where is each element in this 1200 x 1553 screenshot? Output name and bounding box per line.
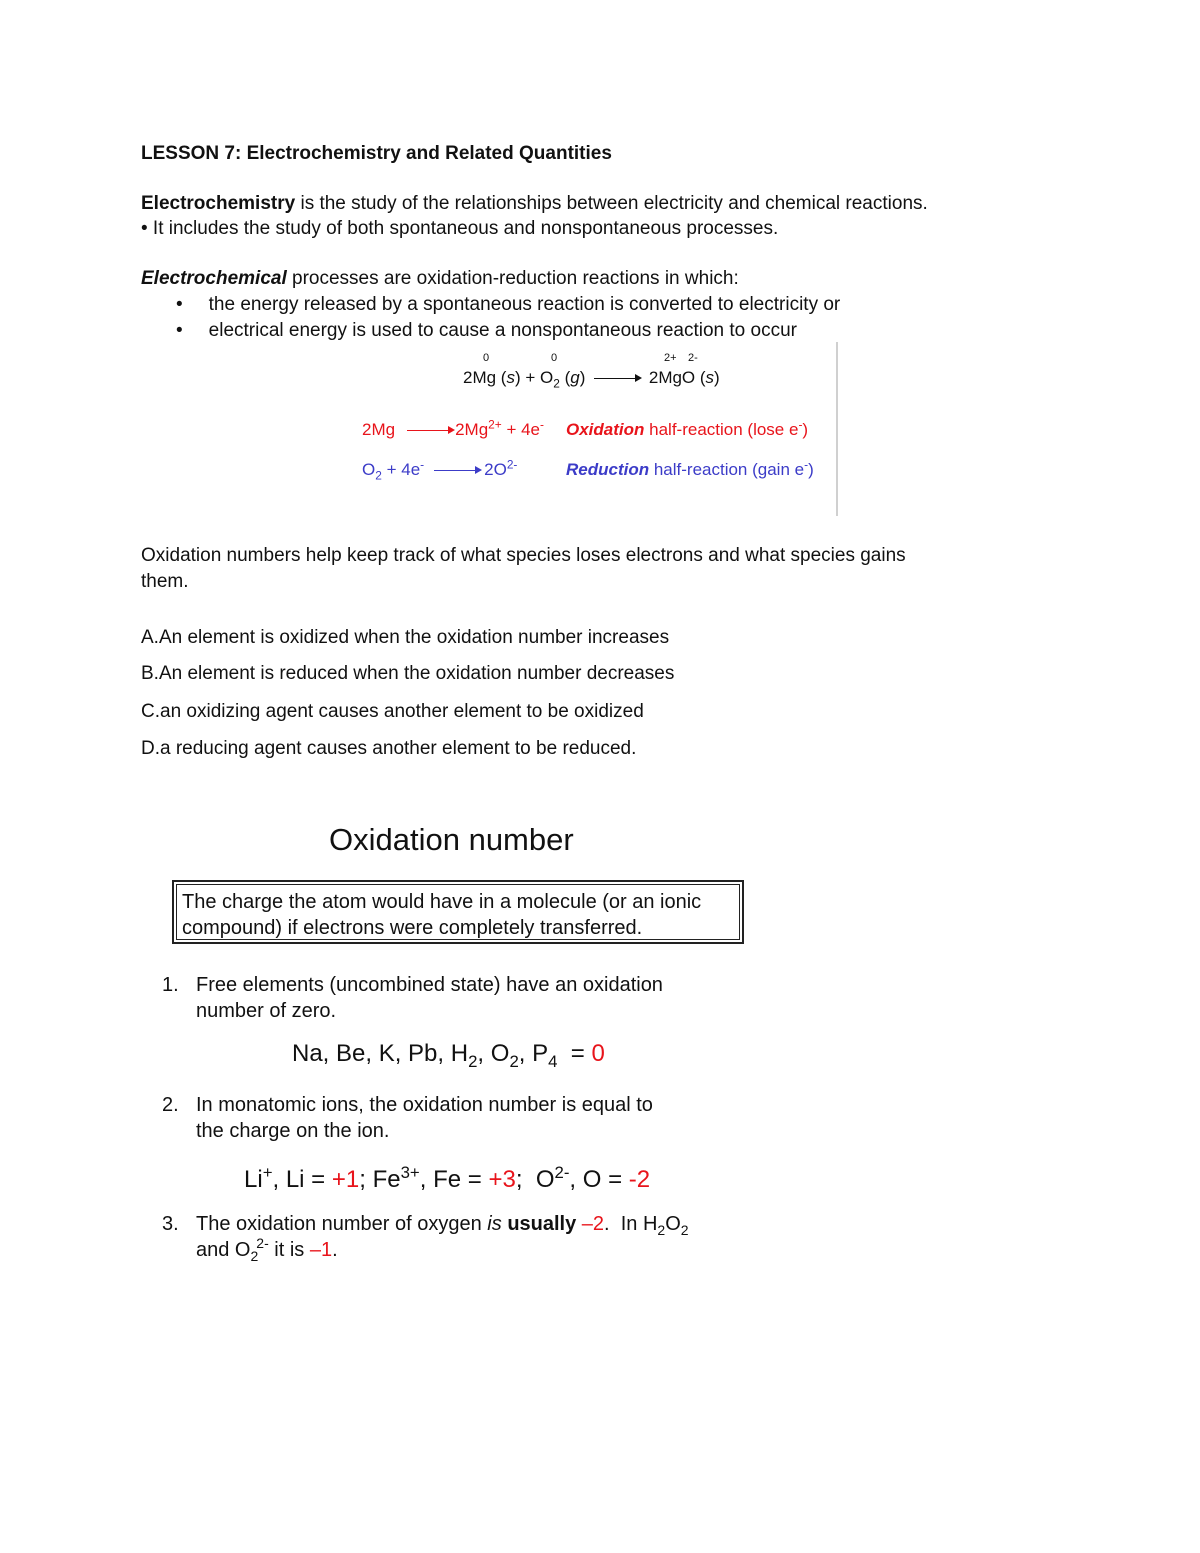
process-bullet-2: • electrical energy is used to cause a nonspontaneous reaction to occur (176, 320, 797, 341)
reduction-arrow (434, 470, 480, 471)
example-2: Li+, Li = +1; $Fe^{3+}$, Fe = +3; $O^{2-}$, O = -2 (244, 1163, 651, 1193)
rule-3-line2: and $O_2^{2-}$ it is –1. (196, 1235, 338, 1264)
reduction-label: Reduction half-reaction (gain e-) (566, 457, 814, 479)
definition-text: is the study of the relationships between electricity and chemical reactions. (295, 193, 928, 214)
processes-lead (141, 268, 739, 290)
rule-2-line1: In monatomic ions, the oxidation number is equal to (196, 1094, 653, 1116)
processes-text: processes are oxidation-reduction reactions in which: (286, 268, 739, 289)
list-item-d: D.a reducing agent causes another element to be reduced. (141, 738, 637, 759)
figure-edge-divider (836, 342, 838, 516)
process-item-2: electrical energy is used to cause a nonspontaneous reaction to occur (208, 320, 797, 341)
oxidation-arrow (407, 430, 453, 431)
rule-1-line2: number of zero. (196, 1000, 337, 1022)
rule-1-number: 1. (162, 974, 179, 996)
oxnum-mg: 0 (483, 352, 490, 364)
oxnum-intro-line2: them. (141, 571, 189, 592)
list-item-b: B.An element is reduced when the oxidation number decreases (141, 663, 675, 684)
rule-1-line1: Free elements (uncombined state) have an oxidation (196, 974, 663, 996)
definition-box-text: The charge the atom would have in a molecule (or an ionic compound) if electrons were completely transferred. (182, 891, 702, 939)
term-electrochemistry: Electrochemistry (141, 193, 296, 214)
slide-title: Oxidation number (329, 822, 574, 857)
oxidation-half-reaction: 2Mg $2Mg^{2+} + 4e^-$ (362, 417, 544, 439)
oxnum-o2: 0 (551, 352, 558, 364)
lesson-title: LESSON 7: Electrochemistry and Related Quantities (141, 143, 612, 164)
process-bullet-1: • the energy released by a spontaneous reaction is converted to electricity or (176, 294, 841, 315)
definition-box (172, 880, 744, 944)
oxidation-label: Oxidation half-reaction (lose e-) (566, 417, 809, 439)
list-item-a: A.An element is oxidized when the oxidation number increases (141, 627, 670, 648)
example-1-value: 0 (591, 1040, 605, 1067)
overall-reaction: 2Mg $(s) + O_2$ (g) 2MgO (s) (463, 368, 720, 391)
rule-2-number: 2. (162, 1094, 179, 1116)
intro-definition (141, 193, 928, 215)
process-item-1: the energy released by a spontaneous reaction is converted to electricity or (208, 294, 841, 315)
reduction-half-reaction: $O_2 + 4e^-$ $2O^{2-}$ (362, 457, 518, 483)
oxnum-o2minus: 2- (688, 352, 698, 364)
list-item-c: C.an oxidizing agent causes another element to be oxidized (141, 701, 644, 722)
oxnum-mg2plus: 2+ (664, 352, 677, 364)
rule-3-line1: The oxidation number of oxygen is usually –2. In $H_2O_2$ (196, 1213, 689, 1238)
reaction-arrow (594, 378, 640, 379)
intro-bullet: • It includes the study of both spontaneous and nonspontaneous processes. (141, 218, 779, 239)
rule-3-number: 3. (162, 1213, 179, 1235)
term-electrochemical: Electrochemical (141, 268, 287, 289)
oxnum-intro-line1: Oxidation numbers help keep track of what species loses electrons and what species gains (141, 545, 906, 566)
rule-2-line2: the charge on the ion. (196, 1120, 390, 1142)
example-1: Na, Be, K, Pb, $H_2$, $O_2$, $P_4 = 0$ (292, 1040, 605, 1071)
